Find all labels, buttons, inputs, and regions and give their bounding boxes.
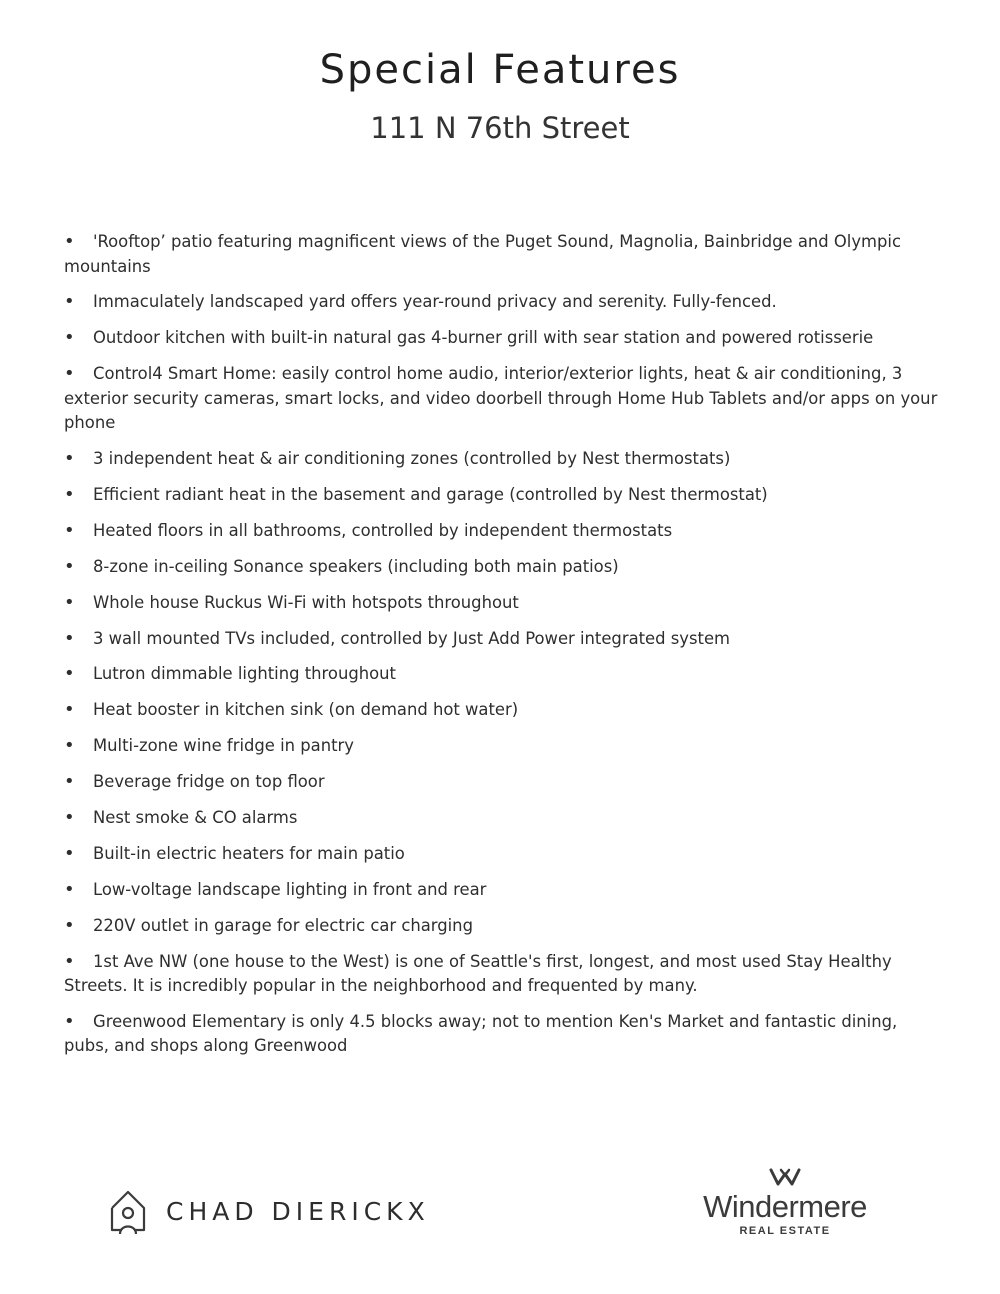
windermere-w-logo-icon (767, 1166, 803, 1188)
feature-text: Lutron dimmable lighting throughout (93, 664, 396, 684)
feature-item (64, 627, 944, 652)
feature-text: Immaculately landscaped yard offers year-round privacy and serenity. Fully-fenced. (93, 292, 777, 312)
feature-text: 3 wall mounted TVs included, controlled by Just Add Power integrated system (93, 628, 730, 648)
feature-text: 220V outlet in garage for electric car charging (93, 915, 473, 935)
feature-item (64, 326, 944, 351)
features-list (64, 230, 944, 1070)
feature-item (64, 483, 944, 508)
feature-item (64, 806, 944, 831)
agent-branding (108, 1186, 430, 1236)
feature-item (64, 591, 944, 616)
brokerage-name: Windermere (703, 1189, 867, 1224)
feature-text: Multi-zone wine fridge in pantry (93, 736, 354, 756)
bullet-icon: • (64, 231, 75, 252)
bullet-icon: • (64, 914, 75, 936)
bullet-icon: • (64, 663, 75, 685)
feature-text: Outdoor kitchen with built-in natural gas 4-burner grill with sear station and powered rotisserie (93, 328, 874, 348)
feature-item (64, 1010, 944, 1059)
page-title: Special Features (319, 47, 681, 93)
feature-text: 3 independent heat & air conditioning zones (controlled by Nest thermostats) (93, 449, 731, 469)
feature-text: Efficient radiant heat in the basement and garage (controlled by Nest thermostat) (93, 484, 768, 504)
feature-text: Control4 Smart Home: easily control home audio, interior/exterior lights, heat & air conditioning, 3 exterior security cameras, smart locks, and video doorbell through Home Hub Tablets and/or apps on your phone (64, 364, 938, 433)
bullet-icon: • (64, 950, 75, 972)
bullet-icon: • (64, 842, 75, 864)
bullet-icon: • (64, 771, 75, 793)
bullet-icon: • (64, 448, 75, 470)
feature-text: Heat booster in kitchen sink (on demand hot water) (93, 700, 519, 720)
feature-item (64, 555, 944, 580)
feature-text: Built-in electric heaters for main patio (93, 843, 405, 863)
feature-text: Nest smoke & CO alarms (93, 807, 298, 827)
feature-item (64, 770, 944, 795)
feature-text: Whole house Ruckus Wi-Fi with hotspots throughout (93, 592, 519, 612)
bullet-icon: • (64, 327, 75, 349)
brokerage-branding (700, 1166, 870, 1238)
bullet-icon: • (64, 699, 75, 721)
bullet-icon: • (64, 591, 75, 613)
bullet-icon: • (64, 363, 75, 385)
feature-item (64, 447, 944, 472)
bullet-icon: • (64, 1010, 75, 1032)
feature-text: 'Rooftop’ patio featuring magnificent views of the Puget Sound, Magnolia, Bainbridge and Olympic mountains (64, 232, 901, 276)
bullet-icon: • (64, 519, 75, 541)
bullet-icon: • (64, 555, 75, 577)
feature-item (64, 950, 944, 999)
bullet-icon: • (64, 483, 75, 505)
brokerage-subtitle: REAL ESTATE (739, 1225, 831, 1237)
feature-item (64, 362, 944, 436)
feature-text: Heated floors in all bathrooms, controlled by independent thermostats (93, 520, 673, 540)
feature-item (64, 842, 944, 867)
feature-item (64, 878, 944, 903)
bullet-icon: • (64, 735, 75, 757)
feature-item (64, 230, 944, 279)
feature-item (64, 519, 944, 544)
bullet-icon: • (64, 806, 75, 828)
feature-item (64, 698, 944, 723)
feature-text: Beverage fridge on top floor (93, 772, 325, 792)
agent-name: CHAD DIERICKX (166, 1196, 430, 1226)
feature-text: Greenwood Elementary is only 4.5 blocks away; not to mention Ken's Market and fantastic dining, pubs, and shops along Greenwood (64, 1011, 898, 1056)
feature-text: 8-zone in-ceiling Sonance speakers (including both main patios) (93, 556, 619, 576)
bullet-icon: • (64, 878, 75, 900)
bullet-icon: • (64, 291, 75, 313)
feature-item (64, 662, 944, 687)
feature-item (64, 914, 944, 939)
bullet-icon: • (64, 627, 75, 649)
feature-item (64, 734, 944, 759)
property-address: 111 N 76th Street (370, 111, 630, 145)
feature-text: 1st Ave NW (one house to the West) is one of Seattle's first, longest, and most used Stay Healthy Streets. It is incredibly popular in the neighborhood and frequented by many. (64, 951, 892, 996)
house-person-icon (108, 1186, 148, 1236)
feature-item (64, 290, 944, 315)
feature-text: Low-voltage landscape lighting in front and rear (93, 879, 487, 899)
